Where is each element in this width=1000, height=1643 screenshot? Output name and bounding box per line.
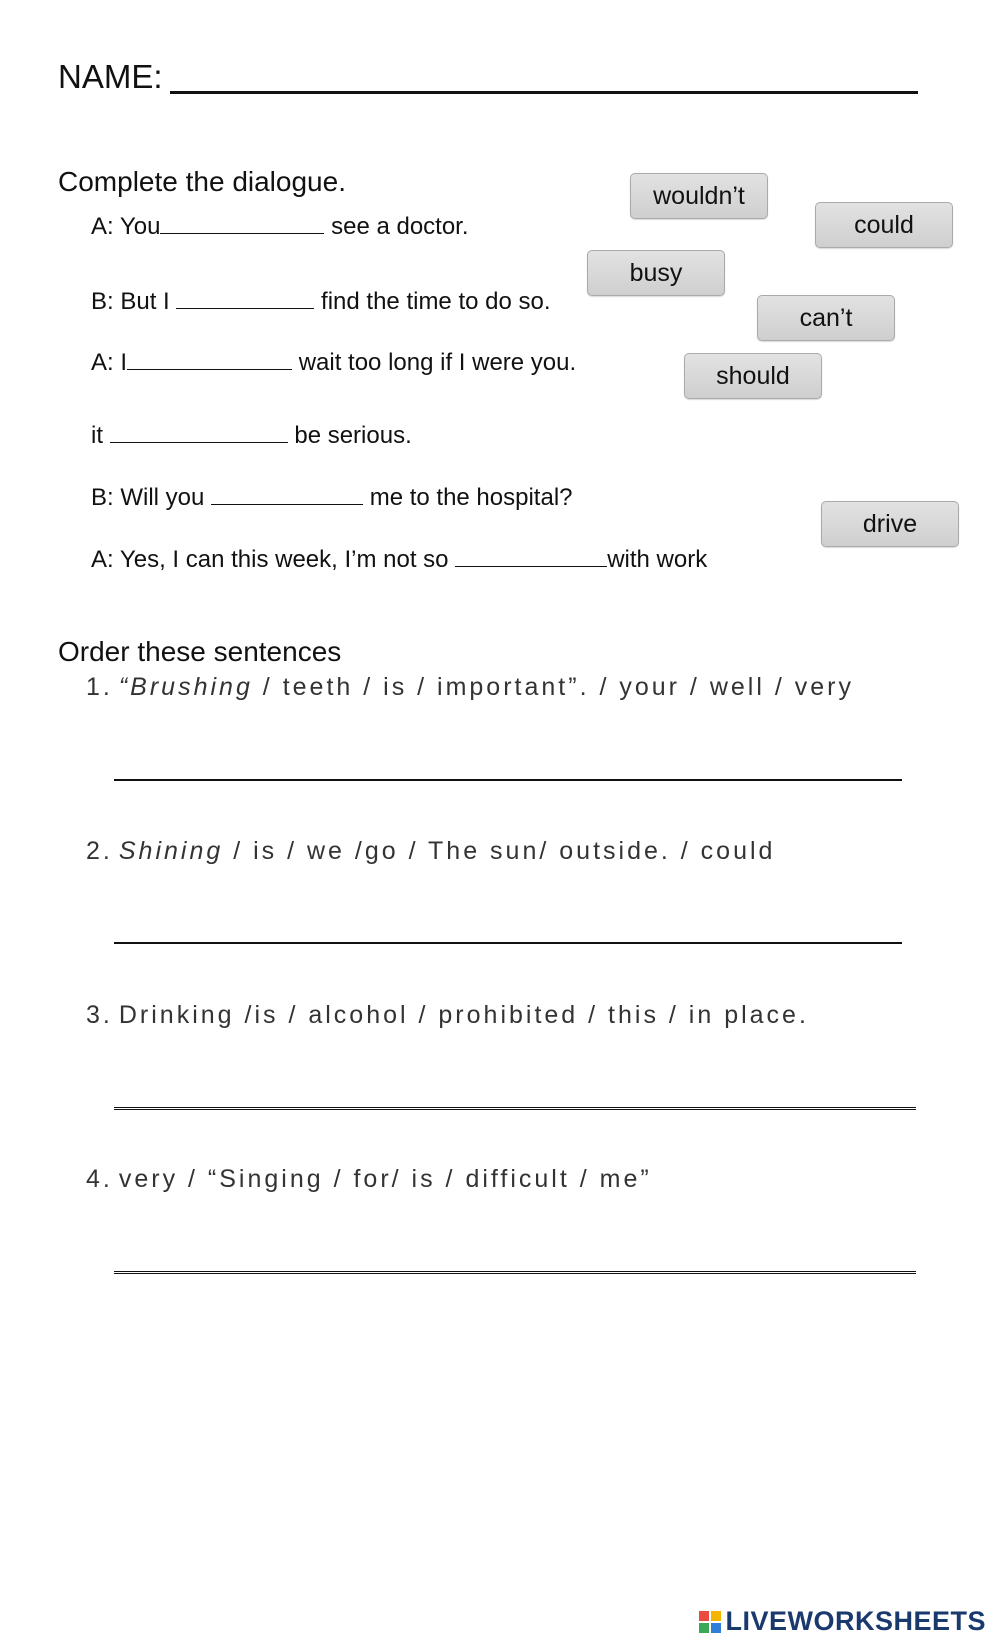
dialogue-line-5-text-start: B: Will you: [91, 484, 205, 511]
dialogue-line-6: [91, 546, 707, 574]
word-chip-drive[interactable]: drive: [821, 501, 959, 547]
order-item-2-number: 2.: [86, 837, 113, 865]
liveworksheets-logo-icon: [699, 1611, 721, 1633]
dialogue-line-4-text-start: it: [91, 422, 103, 449]
order-item-4-number: 4.: [86, 1165, 113, 1193]
dialogue-line-1-text-end: see a doctor.: [331, 213, 469, 240]
dialogue-line-3: [91, 349, 576, 377]
word-chip-cant[interactable]: can’t: [757, 295, 895, 341]
answer-line-2[interactable]: [114, 918, 902, 944]
dialogue-line-5: [91, 484, 573, 512]
order-item-3: [86, 1001, 809, 1030]
order-item-1-words: / teeth / is / important”. / your / well / very: [252, 673, 854, 701]
name-label: NAME:: [58, 58, 163, 95]
dialogue-blank-4[interactable]: [110, 441, 288, 443]
word-chip-could[interactable]: could: [815, 202, 953, 248]
order-item-4-words: very / “Singing / for/ is / difficult / me”: [118, 1165, 652, 1193]
name-input-line[interactable]: [170, 91, 918, 94]
order-item-2: [86, 837, 775, 866]
dialogue-blank-1[interactable]: [160, 232, 324, 234]
section-title-order-sentences: Order these sentences: [58, 636, 342, 667]
dialogue-blank-3[interactable]: [127, 368, 292, 370]
order-item-4: [86, 1165, 652, 1194]
dialogue-line-3-text-start: A: I: [91, 349, 128, 376]
dialogue-line-2: [91, 288, 551, 316]
dialogue-line-5-text-end: me to the hospital?: [369, 484, 573, 511]
dialogue-line-2-text-end: find the time to do so.: [321, 288, 551, 315]
dialogue-line-1-text-start: A: You: [91, 213, 161, 240]
liveworksheets-logo: [699, 1606, 986, 1637]
section-title-complete-dialogue: Complete the dialogue.: [58, 166, 346, 197]
dialogue-line-3-text-end: wait too long if I were you.: [298, 349, 577, 376]
word-chip-busy[interactable]: busy: [587, 250, 725, 296]
dialogue-blank-2[interactable]: [176, 307, 314, 309]
order-item-1-italic-word: “Brushing: [118, 673, 253, 701]
answer-line-3[interactable]: [114, 1083, 916, 1110]
dialogue-line-2-text-start: B: But I: [91, 288, 170, 315]
answer-line-4[interactable]: [114, 1247, 916, 1274]
dialogue-blank-6[interactable]: [455, 565, 607, 567]
dialogue-line-4-text-end: be serious.: [294, 422, 412, 449]
order-item-1: [86, 673, 854, 702]
order-item-2-words: / is / we /go / The sun/ outside. / could: [223, 837, 776, 865]
dialogue-blank-5[interactable]: [211, 503, 363, 505]
dialogue-line-6-text-end: with work: [607, 546, 708, 573]
liveworksheets-logo-text: LIVEWORKSHEETS: [725, 1606, 986, 1636]
word-chip-wouldnt[interactable]: wouldn’t: [630, 173, 768, 219]
dialogue-line-1: [91, 213, 469, 241]
answer-line-1[interactable]: [114, 755, 902, 781]
order-item-2-italic-word: Shining: [118, 837, 224, 865]
order-item-3-number: 3.: [86, 1001, 113, 1029]
order-item-3-words: Drinking /is / alcohol / prohibited / this / in place.: [118, 1001, 809, 1029]
order-item-1-number: 1.: [86, 673, 113, 701]
dialogue-line-6-text-start: A: Yes, I can this week, I’m not so: [91, 546, 449, 573]
dialogue-line-4: [91, 422, 412, 450]
word-chip-should[interactable]: should: [684, 353, 822, 399]
